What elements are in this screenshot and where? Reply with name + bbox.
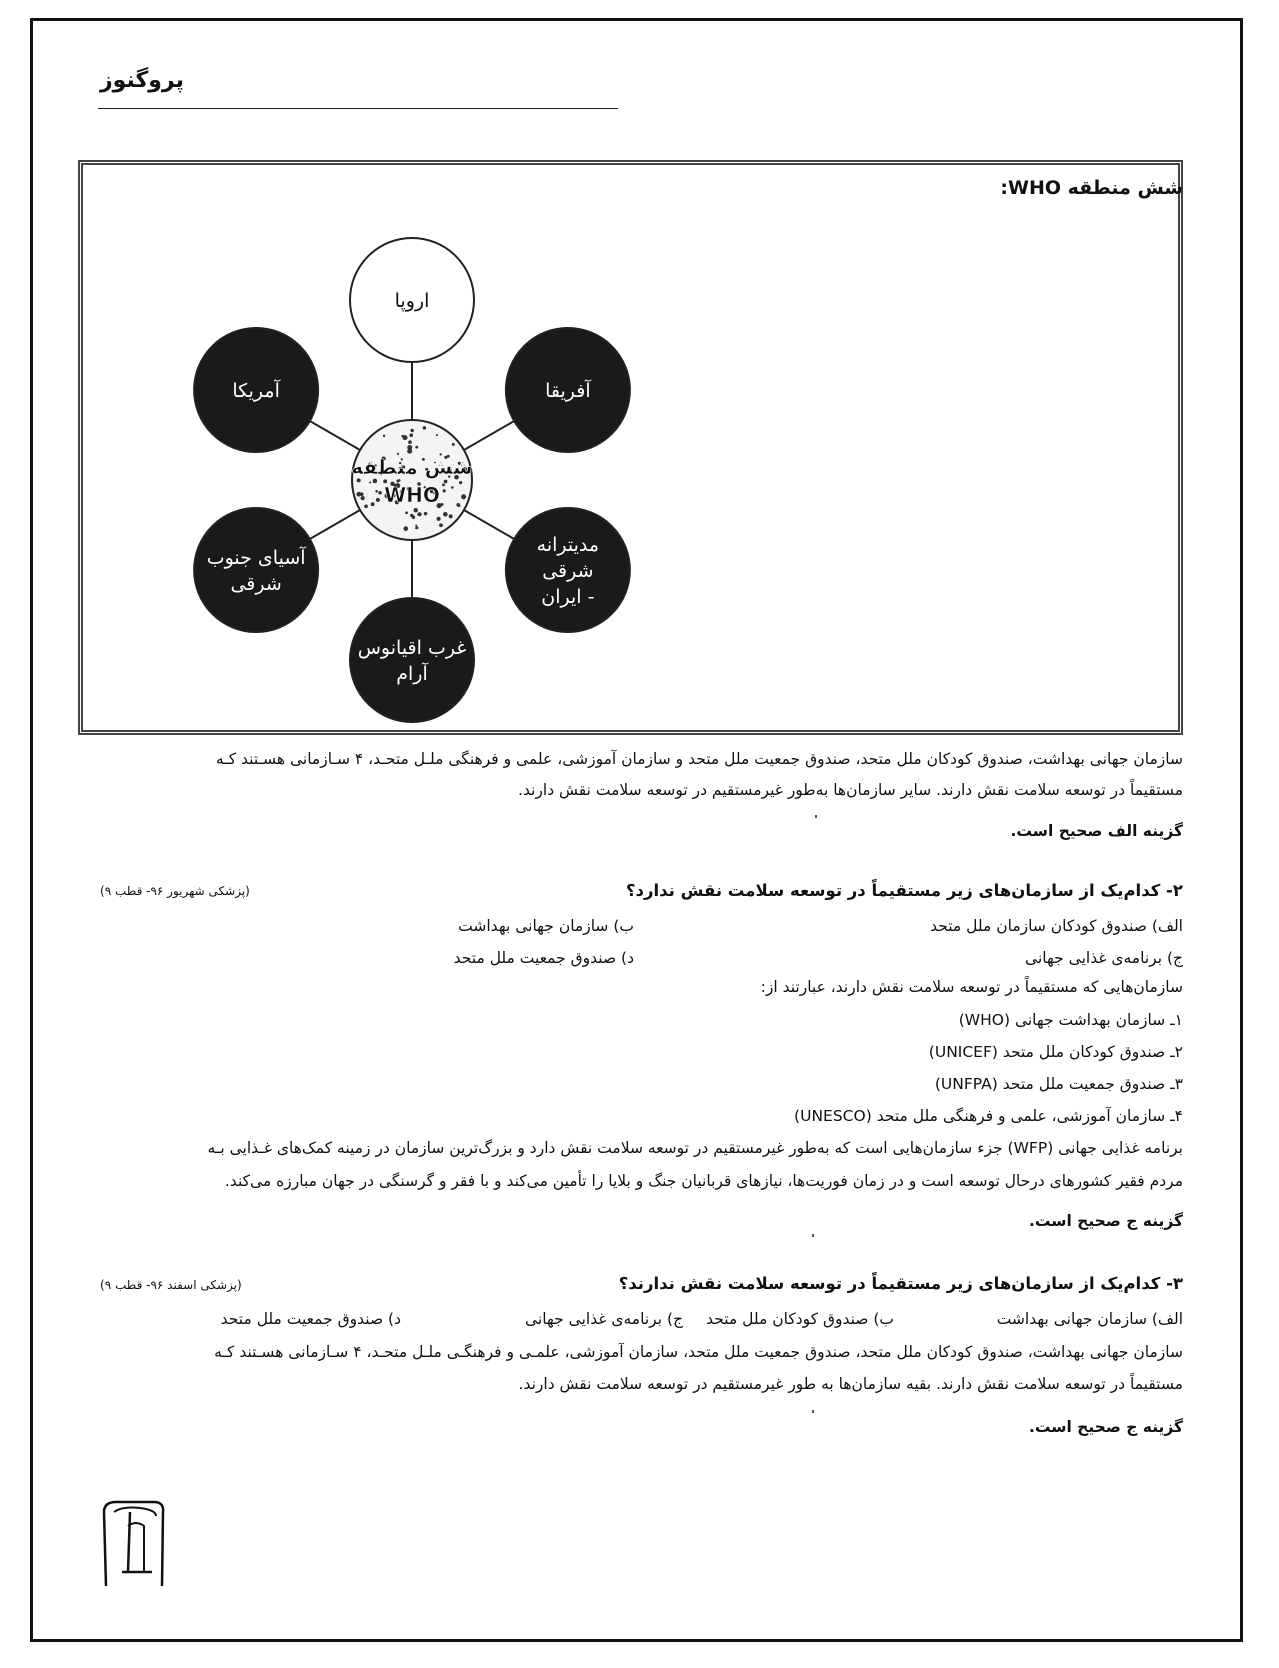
- q3-explanation-line2: مستقیماً در توسعه سلامت نقش دارند. بقیه سازمان‌ها به طور غیرمستقیم در توسعه سلامت نقش دارند.: [518, 1375, 1183, 1393]
- q1-explanation-line1: سازمان جهانی بهداشت، صندوق کودکان ملل متحد، صندوق جمعیت ملل متحد و سازمان آموزشی، علمی و فرهنگی ملـل متحـد، ۴ سـازمانی هسـتند کـه: [215, 750, 1183, 768]
- hub-texture-dot: [424, 512, 428, 516]
- q3-answer: گزینه ج صحیح است.: [1028, 1418, 1183, 1436]
- region-label: آسیای جنوب: [206, 547, 306, 569]
- hub-texture-dot: [408, 440, 412, 444]
- hub-texture-dot: [409, 433, 413, 437]
- hub-texture-dot: [361, 496, 365, 500]
- q2-option-d: د) صندوق جمعیت ملل متحد: [453, 949, 634, 967]
- q2-source: (پزشکی شهریور ۹۶- قطب ۹): [100, 884, 250, 898]
- region-label: آمریکا: [232, 380, 280, 402]
- handwritten-signature: [100, 1498, 170, 1593]
- publisher-title: پروگنوز: [100, 68, 184, 93]
- region-label: - ایران: [541, 586, 595, 608]
- q1-explanation-line2: مستقیماً در توسعه سلامت نقش دارند. سایر سازمان‌ها به‌طور غیرمستقیم در توسعه سلامت نقش دارند.: [518, 781, 1183, 799]
- hub-texture-dot: [417, 514, 419, 516]
- q2-intro: سازمان‌هایی که مستقیماً در توسعه سلامت نقش دارند، عبارتند از:: [760, 978, 1183, 996]
- q2-explanation-line2: مردم فقیر کشورهای درحال توسعه است و در زمان فوریت‌ها، نیازهای قربانیان جنگ و بلایا را تأمین می‌کند و با فقر و گرسنگی در جهان مبارزه می‌کند.: [224, 1172, 1183, 1190]
- q3-option-a: الف) سازمان جهانی بهداشت: [996, 1310, 1183, 1328]
- hub-label: شش منطقه: [351, 455, 473, 479]
- hub-texture-dot: [410, 429, 413, 432]
- hub-texture-dot: [369, 482, 371, 484]
- region-label: غرب اقیانوس: [357, 637, 467, 659]
- hub-texture-dot: [436, 434, 438, 436]
- hub-texture-dot: [437, 517, 441, 521]
- q2-option-c: ج) برنامه‌ی غذایی جهانی: [1025, 949, 1183, 967]
- region-label: شرقی: [542, 560, 594, 582]
- q2-list-item: ۲ـ صندوق کودکان ملل متحد (UNICEF): [928, 1043, 1183, 1061]
- connector-line: [310, 510, 360, 539]
- hub-texture-dot: [407, 445, 412, 450]
- hub-texture-dot: [444, 480, 448, 484]
- hub-texture-dot: [439, 523, 443, 527]
- hub-texture-dot: [416, 527, 419, 530]
- hub-texture-dot: [459, 481, 462, 484]
- hub-texture-dot: [440, 503, 443, 506]
- hub-texture-dot: [402, 435, 407, 440]
- region-label: آرام: [396, 663, 428, 685]
- q3-option-c: ج) برنامه‌ی غذایی جهانی: [525, 1310, 683, 1328]
- q1-answer: گزینه الف صحیح است.: [1010, 822, 1183, 840]
- q3-explanation-line1: سازمان جهانی بهداشت، صندوق کودکان ملل متحد، صندوق جمعیت ملل متحد، سازمان آموزشی، علمـی و فرهنگـی ملـل متحـد، ۴ سـازمانی هسـتند کـه: [214, 1343, 1183, 1361]
- hub-texture-dot: [415, 525, 417, 527]
- q2-option-b: ب) سازمان جهانی بهداشت: [458, 917, 634, 935]
- scan-speck: [812, 1234, 814, 1237]
- hub-texture-dot: [375, 490, 378, 493]
- hub-texture-dot: [373, 479, 378, 484]
- connector-line: [310, 421, 360, 450]
- hub-texture-dot: [449, 514, 453, 518]
- hub-texture-dot: [415, 446, 418, 449]
- q3-option-d: د) صندوق جمعیت ملل متحد: [220, 1310, 401, 1328]
- q2-option-a: الف) صندوق کودکان سازمان ملل متحد: [930, 917, 1183, 935]
- region-node: [194, 508, 318, 632]
- region-label: مدیترانه: [536, 534, 600, 556]
- hub-texture-dot: [356, 492, 361, 497]
- hub-node: [352, 420, 472, 540]
- region-node: [350, 598, 474, 722]
- hub-texture-dot: [443, 489, 446, 492]
- q3-title: ۳- کدام‌یک از سازمان‌های زیر مستقیماً در توسعه سلامت نقش ندارند؟: [618, 1274, 1183, 1293]
- region-label: اروپا: [394, 290, 430, 312]
- hub-texture-dot: [410, 514, 413, 517]
- who-regions-diagram: [206, 245, 600, 725]
- hub-texture-dot: [442, 483, 445, 486]
- hub-texture-dot: [378, 491, 382, 495]
- hub-texture-dot: [461, 494, 466, 499]
- hub-texture-dot: [451, 486, 454, 489]
- who-regions-title: شش منطقه WHO:: [1000, 177, 1183, 199]
- hub-texture-dot: [452, 443, 455, 446]
- hub-texture-dot: [414, 508, 418, 512]
- hub-texture-dot: [364, 505, 368, 509]
- hub-texture-dot: [371, 502, 375, 506]
- q2-list-item: ۱ـ سازمان بهداشت جهانی (WHO): [958, 1011, 1183, 1029]
- hub-texture-dot: [423, 426, 427, 430]
- q2-answer: گزینه ج صحیح است.: [1028, 1212, 1183, 1230]
- q2-list-item: ۴ـ سازمان آموزشی، علمی و فرهنگی ملل متحد (UNESCO): [794, 1107, 1183, 1125]
- hub-texture-dot: [376, 498, 380, 502]
- connector-line: [464, 510, 514, 539]
- hub-texture-dot: [458, 505, 460, 507]
- scan-speck: [815, 815, 817, 818]
- hub-texture-dot: [383, 435, 385, 437]
- hub-texture-dot: [405, 511, 408, 514]
- q2-explanation-line1: برنامه غذایی جهانی (WFP) جزء سازمان‌هایی است که به‌طور غیرمستقیم در توسعه سلامت نقش دارد و بزرگ‌ترین سازمان در زمینه کمک‌های غـذایی بـه: [207, 1139, 1183, 1157]
- q2-title: ۲- کدام‌یک از سازمان‌های زیر مستقیماً در توسعه سلامت نقش ندارد؟: [625, 881, 1183, 900]
- q2-list-item: ۳ـ صندوق جمعیت ملل متحد (UNFPA): [934, 1075, 1183, 1093]
- scan-speck: [812, 1410, 814, 1413]
- q3-option-b: ب) صندوق کودکان ملل متحد: [706, 1310, 894, 1328]
- hub-texture-dot: [403, 526, 408, 531]
- region-label: آفریقا: [545, 380, 591, 402]
- hub-label: WHO: [384, 483, 440, 507]
- hub-texture-dot: [443, 512, 448, 517]
- connector-line: [464, 421, 514, 450]
- region-label: شرقی: [230, 573, 282, 595]
- header-rule: [98, 108, 618, 109]
- q3-source: (پزشکی اسفند ۹۶- قطب ۹): [100, 1278, 242, 1292]
